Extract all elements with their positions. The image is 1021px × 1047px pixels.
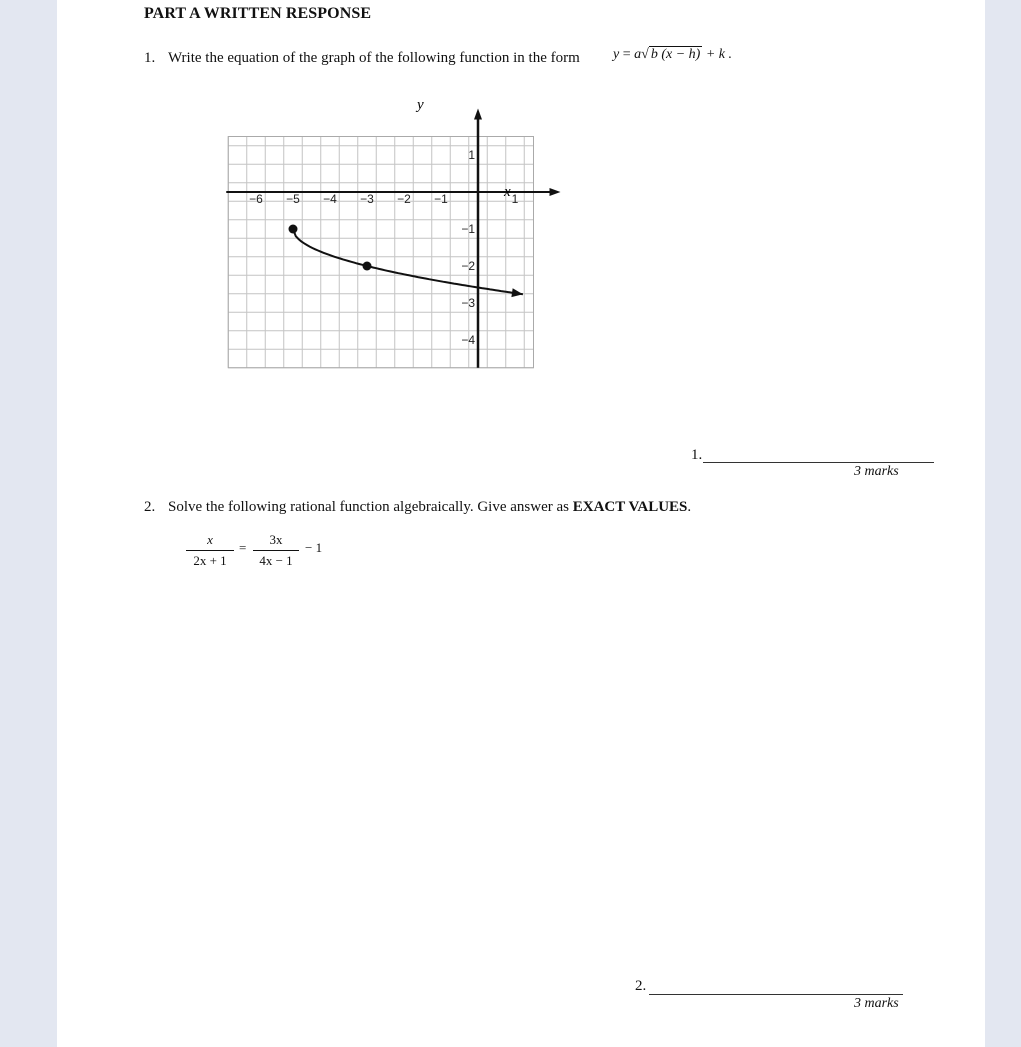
right-numerator: 3x	[269, 532, 283, 547]
graph-grid	[228, 137, 533, 368]
y-axis-arrow	[474, 109, 482, 120]
equation-tail: − 1	[305, 540, 323, 555]
formula-coefficient: a	[634, 47, 642, 62]
y-tick-label: −3	[461, 296, 475, 310]
y-axis-label: y	[417, 97, 424, 113]
question-1-text: Write the equation of the graph of the following function in the form	[168, 50, 580, 66]
left-denominator: 2x + 1	[186, 550, 234, 569]
x-axis-arrow	[550, 188, 561, 196]
y-tick-label: −4	[461, 333, 475, 347]
worksheet-page	[57, 0, 985, 1047]
question-1-number: 1.	[144, 50, 156, 66]
graph-curve	[289, 225, 523, 298]
function-graph	[164, 95, 519, 380]
answer-1-label: 1.	[691, 447, 703, 463]
radical-sign: √	[641, 47, 649, 62]
x-tick-label: −3	[360, 192, 374, 206]
equation-equals: =	[239, 540, 247, 555]
x-tick-label: −1	[434, 192, 448, 206]
question-2-text-bold: EXACT VALUES	[572, 499, 688, 515]
question-2-number: 2.	[144, 499, 156, 515]
question-2-text-after: .	[687, 499, 692, 515]
y-tick-label: −1	[461, 222, 475, 236]
x-axis-label: x	[504, 184, 511, 200]
x-tick-label: −4	[323, 192, 337, 206]
x-tick-label: −5	[286, 192, 300, 206]
x-tick-label: −6	[249, 192, 263, 206]
x-tick-label: −2	[397, 192, 411, 206]
right-denominator: 4x − 1	[253, 550, 299, 569]
right-fraction	[253, 532, 299, 569]
left-numerator: x	[207, 532, 213, 547]
answer-1-line[interactable]	[703, 461, 934, 463]
formula-lhs: y	[613, 47, 620, 62]
x-tick-label: 1	[511, 192, 519, 206]
formula-tail: + k .	[702, 47, 732, 62]
question-1-formula	[613, 47, 732, 63]
left-fraction	[186, 532, 234, 569]
curve-point	[289, 225, 298, 234]
formula-equals: =	[619, 47, 635, 62]
curve-arrowhead	[511, 288, 523, 297]
curve-point	[363, 262, 372, 271]
section-heading: PART A WRITTEN RESPONSE	[144, 5, 372, 22]
formula-radicand: b (x − h)	[650, 47, 701, 62]
y-tick-label: 1	[468, 148, 475, 162]
answer-2-line[interactable]	[649, 993, 903, 995]
y-tick-label: −2	[461, 259, 475, 273]
answer-2-label: 2.	[635, 978, 647, 994]
answer-2-marks: 3 marks	[854, 996, 899, 1011]
answer-1-marks: 3 marks	[854, 464, 899, 479]
question-2-text-before: Solve the following rational function algebraically. Give answer as	[168, 499, 573, 515]
question-2-text	[168, 499, 691, 516]
